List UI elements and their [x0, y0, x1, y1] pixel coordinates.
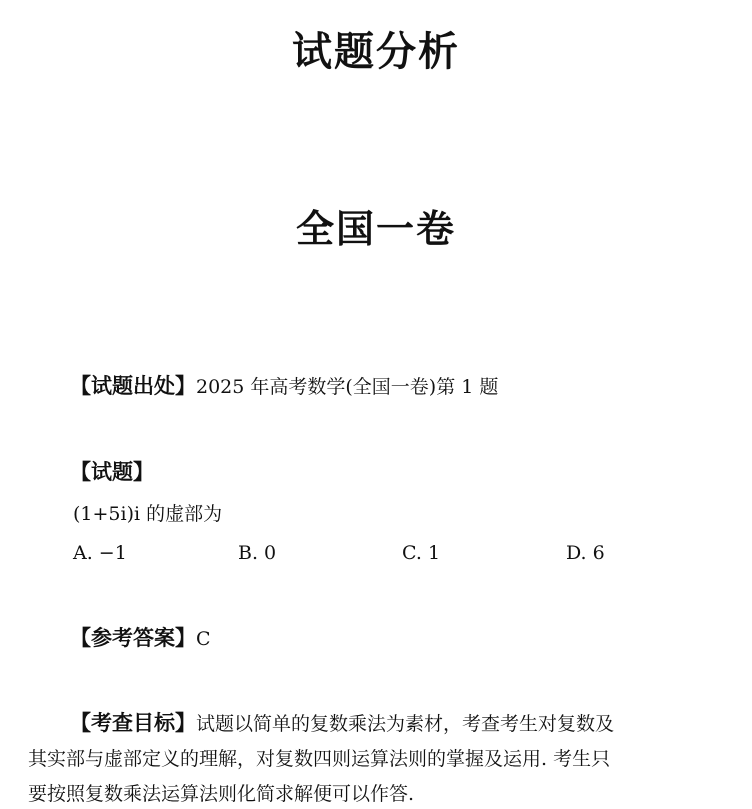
question-stem: (1+5i)i 的虚部为: [73, 503, 223, 525]
source-label: 【试题出处】: [70, 374, 196, 398]
objective-text-3: 要按照复数乘法运算法则化简求解便可以作答.: [28, 783, 415, 805]
question-label: 【试题】: [70, 460, 154, 484]
option-d: D. 6: [566, 542, 605, 564]
page-title: 试题分析: [292, 29, 460, 75]
reference-answer: [70, 624, 211, 653]
objective-text-2: 其实部与虚部定义的理解，对复数四则运算法则的掌握及运用. 考生只: [28, 748, 611, 770]
question-source: [70, 372, 498, 401]
objective-label: 【考查目标】: [70, 711, 196, 735]
objective-line-1: [28, 706, 728, 742]
paper-subtitle: 全国一卷: [295, 207, 456, 251]
answer-value: C: [196, 628, 211, 650]
objective-text-1: 试题以简单的复数乘法为素材，考查考生对复数及: [196, 713, 615, 735]
answer-label: 【参考答案】: [70, 626, 196, 650]
option-b: B. 0: [238, 542, 277, 564]
option-c: C. 1: [402, 542, 441, 564]
option-a: A. −1: [73, 542, 127, 564]
source-text: 2025 年高考数学(全国一卷)第 1 题: [196, 376, 499, 398]
assessment-objective: [28, 706, 728, 809]
question-heading: [70, 458, 154, 486]
